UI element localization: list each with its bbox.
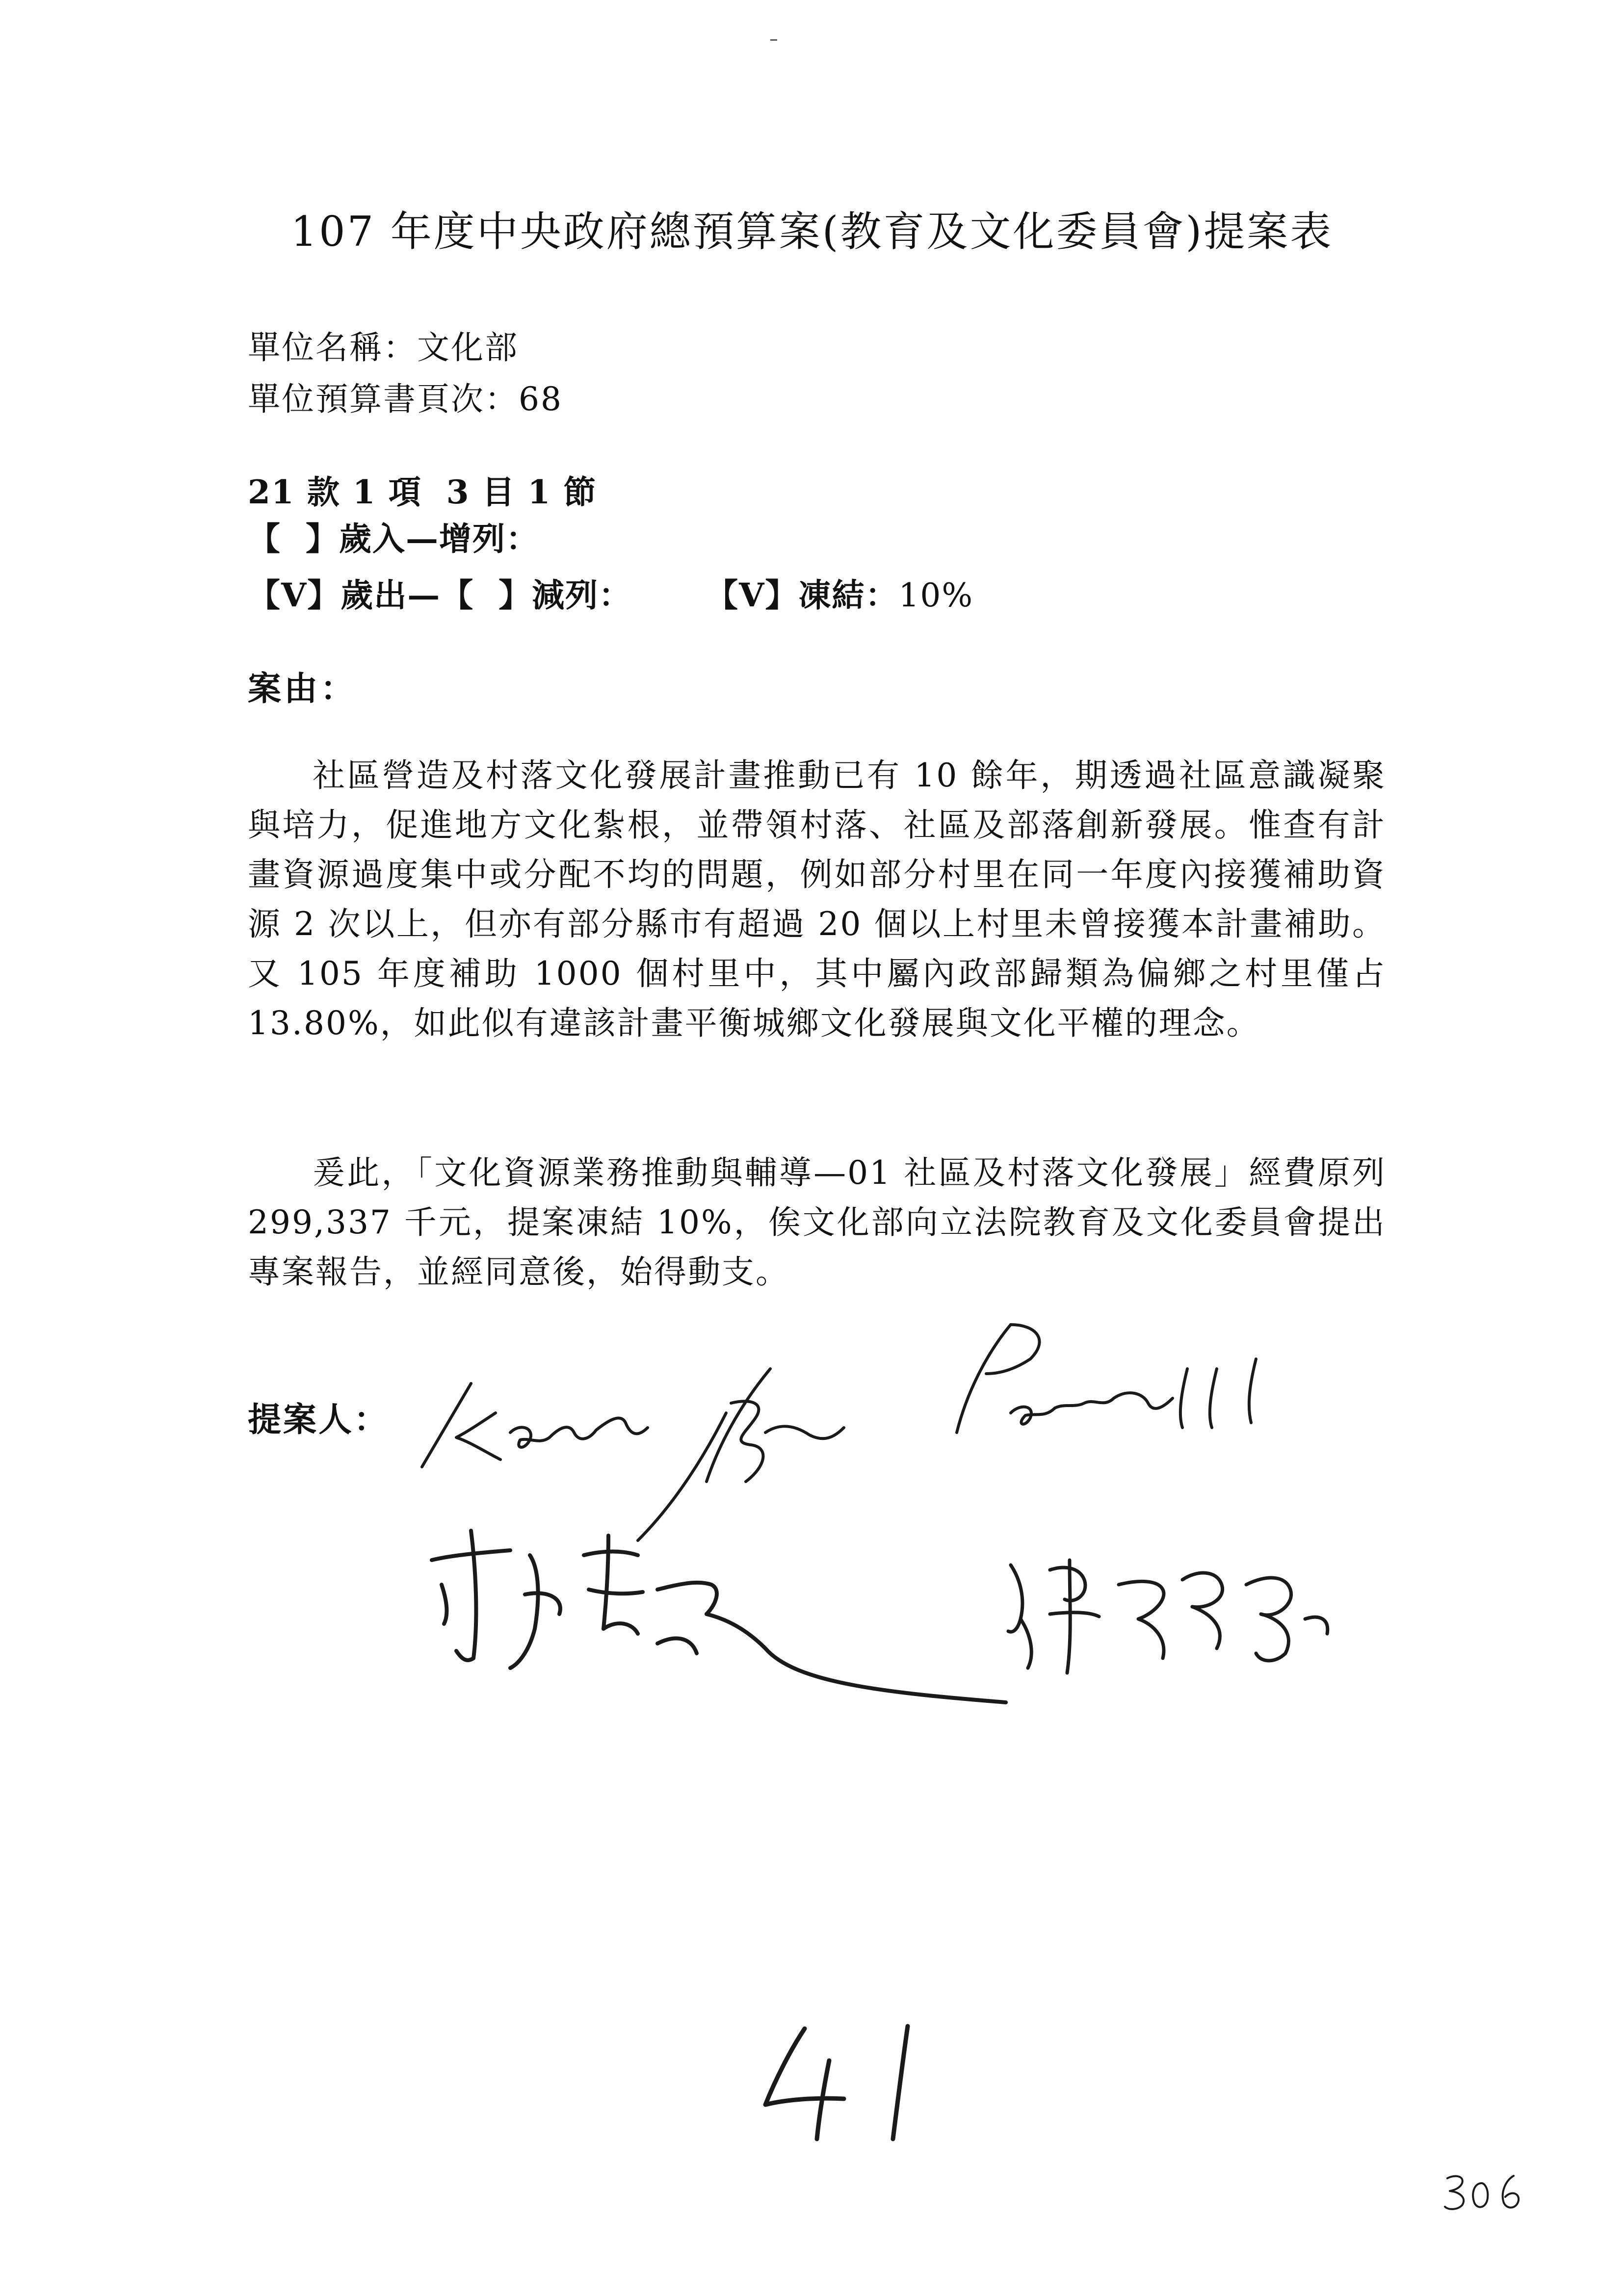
item-reference: 21 款 1 項 3 目 1 節 (248, 473, 597, 511)
expenditure-line (248, 569, 973, 616)
handwritten-page-number (765, 2026, 908, 2139)
expenditure-prefix: 【V】歲出—【 】減列： (248, 576, 632, 614)
reason-heading: 案由： (248, 669, 357, 708)
unit-name: 單位名稱：文化部 (248, 329, 519, 366)
handwritten-corner-number (1445, 2176, 1519, 2209)
signature-chinese-2 (1008, 1560, 1328, 1673)
reason-paragraph-1: 社區營造及村落文化發展計畫推動已有 10 餘年，期透過社區意識凝聚與培力，促進地方文化紮根，並帶領村落、社區及部落創新發展。惟查有計畫資源過度集中或分配不均的問題，例如部分村里在同一年度內接獲補助資源 2 次以上，但亦有部分縣市有超過 20 個以上村里未曾接獲本計畫補助。又 105 年度補助 1000 個村里中，其中屬內政部歸類為偏鄉之村里僅占 13.80%，如此似有違該計畫平衡城鄉文化發展與文化平權的理念。 (248, 757, 1386, 1042)
freeze-value: 10% (898, 576, 974, 614)
reason-paragraph-2: 爰此，「文化資源業務推動與輔導—01 社區及村落文化發展」經費原列 299,337 千元，提案凍結 10%，俟文化部向立法院教育及文化委員會提出專案報告，並經同意後，始得動支。 (248, 1154, 1386, 1291)
signature-latin (422, 1325, 1256, 1540)
signature-chinese-1 (432, 1531, 1006, 1702)
freeze-label: 【V】凍結： (706, 576, 899, 614)
proposer-label: 提案人： (248, 1400, 390, 1439)
revenue-line: 【 】歲入—增列： (248, 520, 539, 558)
scan-mark (770, 39, 777, 41)
document-title: 107 年度中央政府總預算案(教育及文化委員會)提案表 (290, 208, 1334, 256)
budget-page: 單位預算書頁次：68 (248, 380, 563, 418)
